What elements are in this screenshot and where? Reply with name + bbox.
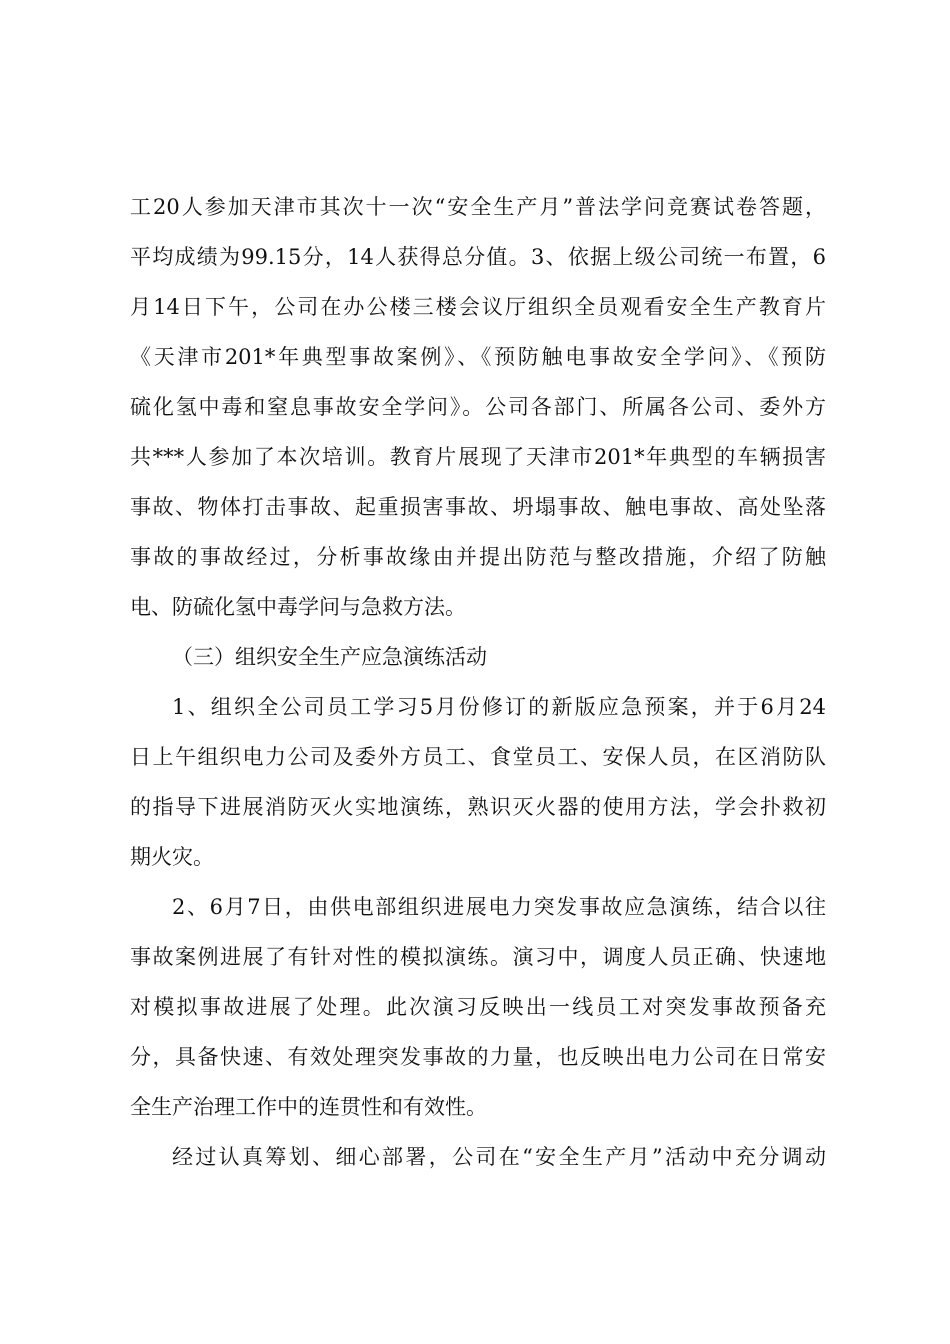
paragraph-conclusion [130,1132,826,1182]
text-line: 事故、物体打击事故、起重损害事故、坍塌事故、触电事故、高处坠落 [130,495,826,519]
text-line: 2、6月7日，由供电部组织进展电力突发事故应急演练，结合以往 [172,895,826,919]
text-line: 共***人参加了本次培训。教育片展现了天津市201*年典型的车辆损害 [130,445,826,469]
text-line: 平均成绩为99.15分，14人获得总分值。3、依据上级公司统一布置，6 [130,245,826,269]
text-line: 1、组织全公司员工学习5月份修订的新版应急预案，并于6月24 [172,695,826,719]
paragraph-power-drill [130,882,826,1132]
paragraph-training-summary [130,182,826,632]
section-heading-emergency-drill [130,632,826,682]
text-line: 事故案例进展了有针对性的模拟演练。演习中，调度人员正确、快速地 [130,945,826,969]
text-line: 工20人参加天津市其次十一次“安全生产月”普法学问竞赛试卷答题， [130,195,826,219]
text-line: 全生产治理工作中的连贯性和有效性。 [130,1095,487,1119]
text-line: 事故的事故经过，分析事故缘由并提出防范与整改措施，介绍了防触 [130,545,826,569]
text-line: 硫化氢中毒和窒息事故安全学问》。公司各部门、所属各公司、委外方 [130,395,826,419]
text-line: 的指导下进展消防灭火实地演练，熟识灭火器的使用方法，学会扑救初 [130,795,826,819]
paragraph-fire-drill [130,682,826,882]
text-line: 电、防硫化氢中毒学问与急救方法。 [130,595,466,619]
text-line: 《天津市201*年典型事故案例》、《预防触电事故安全学问》、《预防 [130,345,826,369]
text-line: 日上午组织电力公司及委外方员工、食堂员工、安保人员，在区消防队 [130,745,826,769]
text-line: 月14日下午，公司在办公楼三楼会议厅组织全员观看安全生产教育片 [130,295,826,319]
body-text [130,182,826,1182]
text-line: 对模拟事故进展了处理。此次演习反映出一线员工对突发事故预备充 [130,995,826,1019]
text-line: 分，具备快速、有效处理突发事故的力量，也反映出电力公司在日常安 [130,1045,826,1069]
section-heading: （三）组织安全生产应急演练活动 [172,645,487,669]
text-line: 期火灾。 [130,845,214,869]
text-line: 经过认真筹划、细心部署，公司在“安全生产月”活动中充分调动 [172,1145,826,1169]
